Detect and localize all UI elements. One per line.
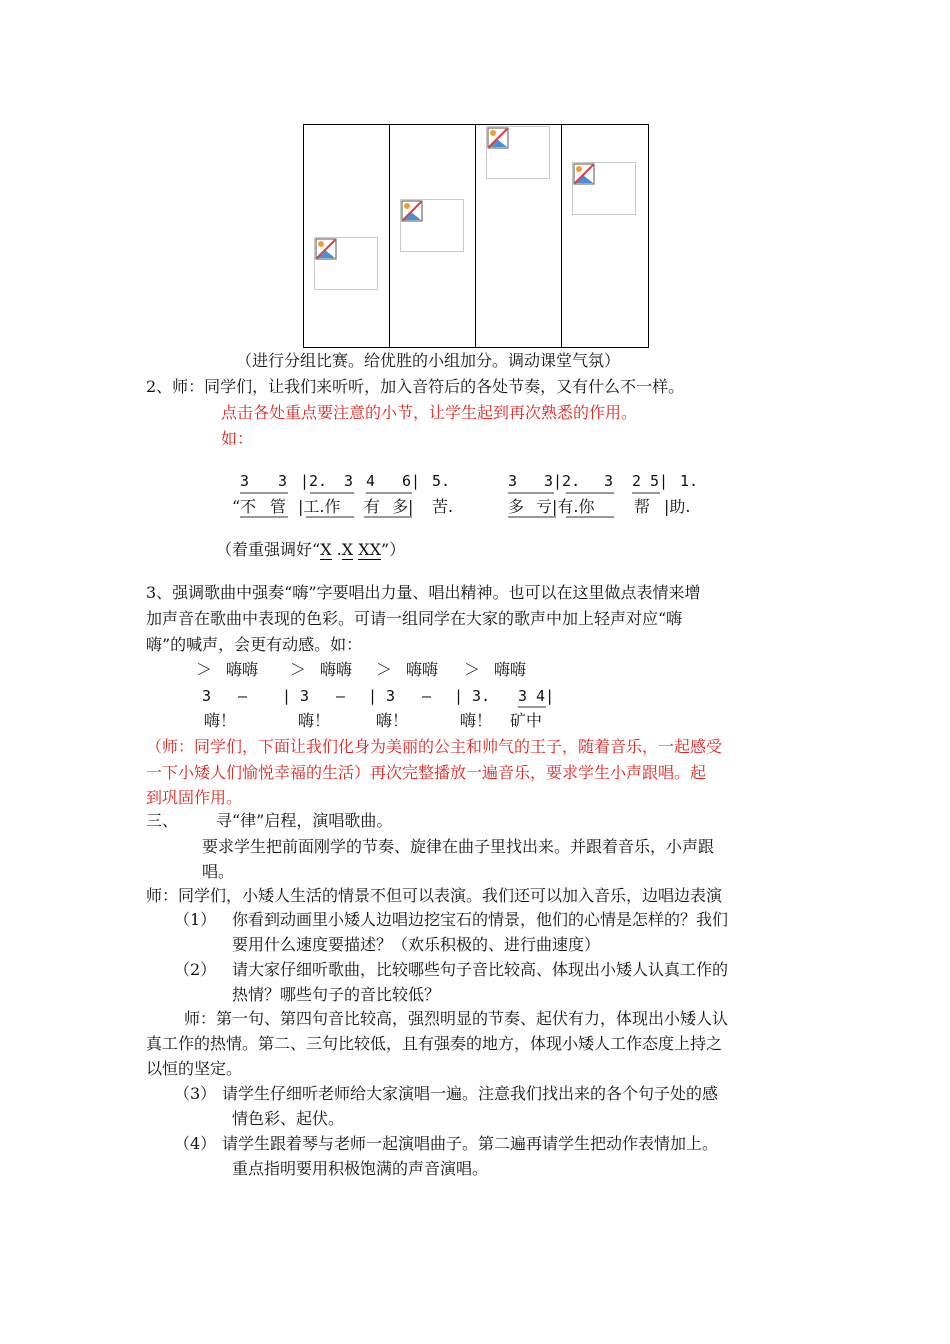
item2-text: 2、师：同学们，让我们来听听，加入音符后的各处节奏，又有什么不一样。 bbox=[146, 377, 685, 396]
image-placeholder bbox=[486, 126, 550, 179]
section3-heading: 寻“律”启程，演唱歌曲。 bbox=[216, 811, 393, 830]
note: |2. bbox=[300, 472, 328, 490]
red-para-line2: 一下小矮人们愉悦幸福的生活）再次完整播放一遍音乐，要求学生小声跟唱。起 bbox=[146, 763, 707, 782]
note: 3 bbox=[508, 472, 518, 490]
image-placeholder bbox=[572, 162, 636, 215]
list-number: （3） bbox=[174, 1084, 217, 1103]
section3-number: 三、 bbox=[146, 811, 179, 830]
note: – bbox=[238, 687, 248, 705]
beam-line bbox=[240, 492, 288, 494]
lyric: 有 bbox=[364, 497, 381, 516]
lyric-underline bbox=[306, 516, 354, 518]
hai-shout: 嗨！ bbox=[376, 711, 409, 730]
rhythm-figure bbox=[303, 124, 649, 348]
note: 5| bbox=[650, 472, 669, 490]
lyric-underline bbox=[508, 516, 556, 518]
figure-caption: （进行分组比赛。给优胜的小组加分。调动课堂气氛） bbox=[236, 351, 621, 370]
note: – bbox=[336, 687, 346, 705]
item3-line3: 嗨”的喊声，会更有动感。如： bbox=[146, 635, 363, 654]
lyric: 帮 bbox=[634, 497, 651, 516]
hai-cue: 嗨嗨 bbox=[494, 660, 527, 679]
section3-requirement-line2: 唱。 bbox=[202, 862, 235, 881]
lyric: “不 bbox=[232, 497, 257, 516]
list-number: （1） bbox=[174, 910, 217, 929]
note: | 3 bbox=[282, 687, 310, 705]
emphasis-suffix: ”） bbox=[381, 540, 406, 559]
note: 1. bbox=[680, 472, 699, 490]
lyric-underline bbox=[566, 516, 614, 518]
list-item-line2: 重点指明要用积极饱满的声音演唱。 bbox=[232, 1159, 489, 1178]
hai-cue: 嗨嗨 bbox=[226, 660, 259, 679]
lyric-underline bbox=[364, 516, 412, 518]
lyric: |工.作 bbox=[298, 497, 341, 516]
note: 3 4| bbox=[518, 687, 555, 705]
note: 3 bbox=[604, 472, 614, 490]
list-number: （2） bbox=[174, 960, 217, 979]
lyric: 多 bbox=[508, 497, 525, 516]
lyric-underline bbox=[240, 516, 288, 518]
list-item-line1: 你看到动画里小矮人边唱边挖宝石的情景，他们的心情是怎样的？我们 bbox=[232, 910, 729, 929]
hai-shout: 嗨！ bbox=[298, 711, 331, 730]
broken-image-icon bbox=[401, 200, 423, 222]
list-item-line1: 请学生仔细听老师给大家演唱一遍。注意我们找出来的各个句子处的感 bbox=[222, 1084, 719, 1103]
answer-line1: 师：第一句、第四句音比较高，强烈明显的节奏、起伏有力，体现出小矮人认 bbox=[184, 1009, 729, 1028]
hai-shout: 嗨！ bbox=[204, 711, 237, 730]
red-para-line1: （师：同学们，下面让我们化身为美丽的公主和帅气的王子，随着音乐，一起感受 bbox=[146, 737, 723, 756]
lyric: 管 bbox=[270, 497, 287, 516]
item2-red-example: 如： bbox=[221, 429, 254, 448]
section3-teacher: 师：同学们，小矮人生活的情景不但可以表演。我们还可以加入音乐，边唱边表演 bbox=[146, 886, 723, 905]
hai-cue: 嗨嗨 bbox=[320, 660, 353, 679]
note: 3 bbox=[240, 472, 250, 490]
beam-line bbox=[366, 492, 412, 494]
figure-divider bbox=[561, 125, 562, 347]
note: 6| bbox=[402, 472, 421, 490]
note: 4 bbox=[366, 472, 376, 490]
note: 3 bbox=[202, 687, 212, 705]
hai-cue: 嗨嗨 bbox=[406, 660, 439, 679]
note: 5. bbox=[432, 472, 451, 490]
list-item-line2: 要用什么速度要描述？（欢乐积极的、进行曲速度） bbox=[232, 935, 601, 954]
lyric: 亏|有.你 bbox=[536, 497, 595, 516]
lyric: 矿中 bbox=[510, 711, 543, 730]
emphasis-x1: X bbox=[320, 540, 332, 559]
lyric: 苦. bbox=[432, 497, 454, 516]
image-placeholder bbox=[400, 199, 464, 252]
hai-shout: 嗨！ bbox=[460, 711, 493, 730]
beam-line bbox=[566, 492, 614, 494]
beam-line bbox=[632, 492, 660, 494]
note: 2 bbox=[632, 472, 642, 490]
answer-line2: 真工作的热情。第二、三句比较低，且有强奏的地方，体现小矮人工作态度上持之 bbox=[146, 1034, 723, 1053]
beam-line bbox=[518, 706, 546, 708]
broken-image-icon bbox=[487, 127, 509, 149]
beam-line bbox=[310, 492, 354, 494]
list-number: （4） bbox=[174, 1134, 217, 1153]
emphasis-x2: X bbox=[341, 540, 354, 559]
note: 3 bbox=[278, 472, 288, 490]
emphasis-dot: . bbox=[331, 540, 342, 559]
note: 3|2. bbox=[544, 472, 581, 490]
accent-mark: ＞ bbox=[464, 660, 481, 679]
lyric: |助. bbox=[664, 497, 691, 516]
section3-requirement-line1: 要求学生把前面刚学的节奏、旋律在曲子里找出来。并跟着音乐，小声跟 bbox=[202, 837, 715, 856]
item3-line2: 加声音在歌曲中表现的色彩。可请一组同学在大家的歌声中加上轻声对应“嗨 bbox=[146, 609, 683, 628]
emphasis-xx: XX bbox=[358, 540, 382, 559]
red-para-line3: 到巩固作用。 bbox=[146, 788, 243, 807]
accent-mark: ＞ bbox=[290, 660, 307, 679]
list-item-line1: 请学生跟着琴与老师一起演唱曲子。第二遍再请学生把动作表情加上。 bbox=[222, 1134, 719, 1153]
emphasis-note bbox=[216, 539, 405, 561]
broken-image-icon bbox=[315, 238, 337, 260]
note: | 3. bbox=[454, 687, 491, 705]
item3-line1: 3、强调歌曲中强奏“嗨”字要唱出力量、唱出精神。也可以在这里做点表情来增 bbox=[146, 583, 701, 602]
figure-divider bbox=[389, 125, 390, 347]
list-item-line2: 热情？哪些句子的音比较低？ bbox=[232, 985, 441, 1004]
item2-red-instruction: 点击各处重点要注意的小节，让学生起到再次熟悉的作用。 bbox=[221, 403, 638, 422]
image-placeholder bbox=[314, 237, 378, 290]
note: | 3 bbox=[368, 687, 396, 705]
figure-divider bbox=[475, 125, 476, 347]
list-item-line2: 情色彩、起伏。 bbox=[232, 1109, 345, 1128]
list-item-line1: 请大家仔细听歌曲，比较哪些句子音比较高、体现出小矮人认真工作的 bbox=[232, 960, 729, 979]
note: 3 bbox=[344, 472, 354, 490]
accent-mark: ＞ bbox=[376, 660, 393, 679]
answer-line3: 以恒的坚定。 bbox=[146, 1059, 243, 1078]
beam-line bbox=[508, 492, 554, 494]
accent-mark: ＞ bbox=[196, 660, 213, 679]
broken-image-icon bbox=[573, 163, 595, 185]
lyric: 多| bbox=[392, 497, 414, 516]
note: – bbox=[422, 687, 432, 705]
emphasis-prefix: （着重强调好“ bbox=[216, 540, 321, 559]
